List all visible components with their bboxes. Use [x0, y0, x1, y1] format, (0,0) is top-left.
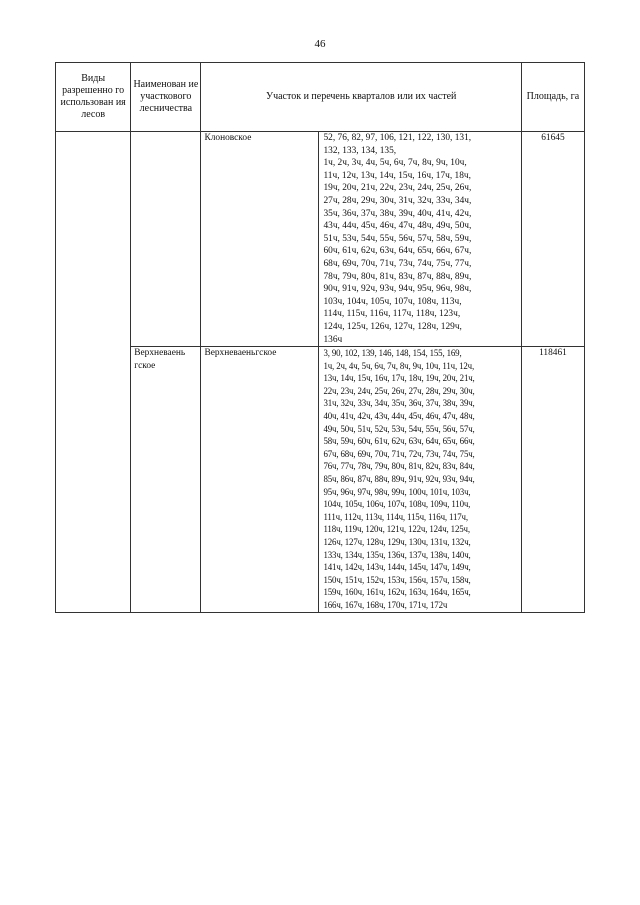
forestry-cell [131, 132, 201, 347]
table-row [56, 132, 585, 347]
header-use-type: Виды разрешенно го использован ия лесов [56, 63, 131, 132]
header-area: Площадь, га [521, 63, 584, 132]
plots-list: 3, 90, 102, 139, 146, 148, 154, 155, 169, 1ч, 2ч, 4ч, 5ч, 6ч, 7ч, 8ч, 9ч, 10ч, 11ч, 12ч, 13ч, 14ч, 15ч, 16ч, 17ч, 18ч, 19ч, 20ч, 21ч, 22ч, 23ч, 24ч, 25ч, 26ч, 27ч, 28ч, 29ч, 30ч, 31ч, 32ч, 33ч, 34ч, 35ч, 36ч, 37ч, 38ч, 39ч, 40ч, 41ч, 42ч, 43ч, 44ч, 45ч, 46ч, 47ч, 48ч, 49ч, 50ч, 51ч, 52ч, 53ч, 54ч, 55ч, 56ч, 57ч, 58ч, 59ч, 60ч, 61ч, 62ч, 63ч, 64ч, 65ч, 66ч, 67ч, 68ч, 69ч, 70ч, 71ч, 72ч, 73ч, 74ч, 75ч, 76ч, 77ч, 78ч, 79ч, 80ч, 81ч, 82ч, 83ч, 84ч, 85ч, 86ч, 87ч, 88ч, 89ч, 91ч, 92ч, 93ч, 94ч, 95ч, 96ч, 97ч, 98ч, 99ч, 100ч, 101ч, 103ч, 104ч, 105ч, 106ч, 107ч, 108ч, 109ч, 110ч, 111ч, 112ч, 113ч, 114ч, 115ч, 116ч, 117ч, 118ч, 119ч, 120ч, 121ч, 122ч, 124ч, 125ч, 126ч, 127ч, 128ч, 129ч, 130ч, 131ч, 132ч, 133ч, 134ч, 135ч, 136ч, 137ч, 138ч, 140ч, 141ч, 142ч, 143ч, 144ч, 145ч, 147ч, 149ч, 150ч, 151ч, 152ч, 153ч, 156ч, 157ч, 158ч, 159ч, 160ч, 161ч, 162ч, 163ч, 164ч, 165ч, 166ч, 167ч, 168ч, 170ч, 171ч, 172ч [323, 348, 475, 610]
table-header-row [56, 63, 585, 132]
header-forestry: Наименован ие участкового лесничества [131, 63, 201, 132]
forestry-cell: Верхневаень гское [131, 347, 201, 612]
header-plots: Участок и перечень кварталов или их частей [201, 63, 521, 132]
plots-list: 52, 76, 82, 97, 106, 121, 122, 130, 131, 132, 133, 134, 135, 1ч, 2ч, 3ч, 4ч, 5ч, 6ч, 7ч, 8ч, 9ч, 10ч, 11ч, 12ч, 13ч, 14ч, 15ч, 16ч, 17ч, 18ч, 19ч, 20ч, 21ч, 22ч, 23ч, 24ч, 25ч, 26ч, 27ч, 28ч, 29ч, 30ч, 31ч, 32ч, 33ч, 34ч, 35ч, 36ч, 37ч, 38ч, 39ч, 40ч, 41ч, 42ч, 43ч, 44ч, 45ч, 46ч, 47ч, 48ч, 49ч, 50ч, 51ч, 53ч, 54ч, 55ч, 56ч, 57ч, 58ч, 59ч, 60ч, 61ч, 62ч, 63ч, 64ч, 65ч, 66ч, 67ч, 68ч, 69ч, 70ч, 71ч, 73ч, 74ч, 75ч, 77ч, 78ч, 79ч, 80ч, 81ч, 83ч, 87ч, 88ч, 89ч, 90ч, 91ч, 92ч, 93ч, 94ч, 95ч, 96ч, 98ч, 103ч, 104ч, 105ч, 107ч, 108ч, 113ч, 114ч, 115ч, 116ч, 117ч, 118ч, 123ч, 124ч, 125ч, 126ч, 127ч, 128ч, 129ч, 136ч [323, 133, 472, 345]
page-number: 46 [314, 38, 326, 50]
plots-cell [319, 132, 521, 347]
district-cell: Верхневаеньгское [201, 347, 319, 612]
forest-use-table [55, 62, 585, 613]
area-cell: 118461 [521, 347, 584, 612]
table-row [56, 347, 585, 612]
use-type-cell [56, 132, 131, 613]
district-cell: Клоновское [201, 132, 319, 347]
plots-cell [319, 347, 521, 612]
area-cell: 61645 [521, 132, 584, 347]
